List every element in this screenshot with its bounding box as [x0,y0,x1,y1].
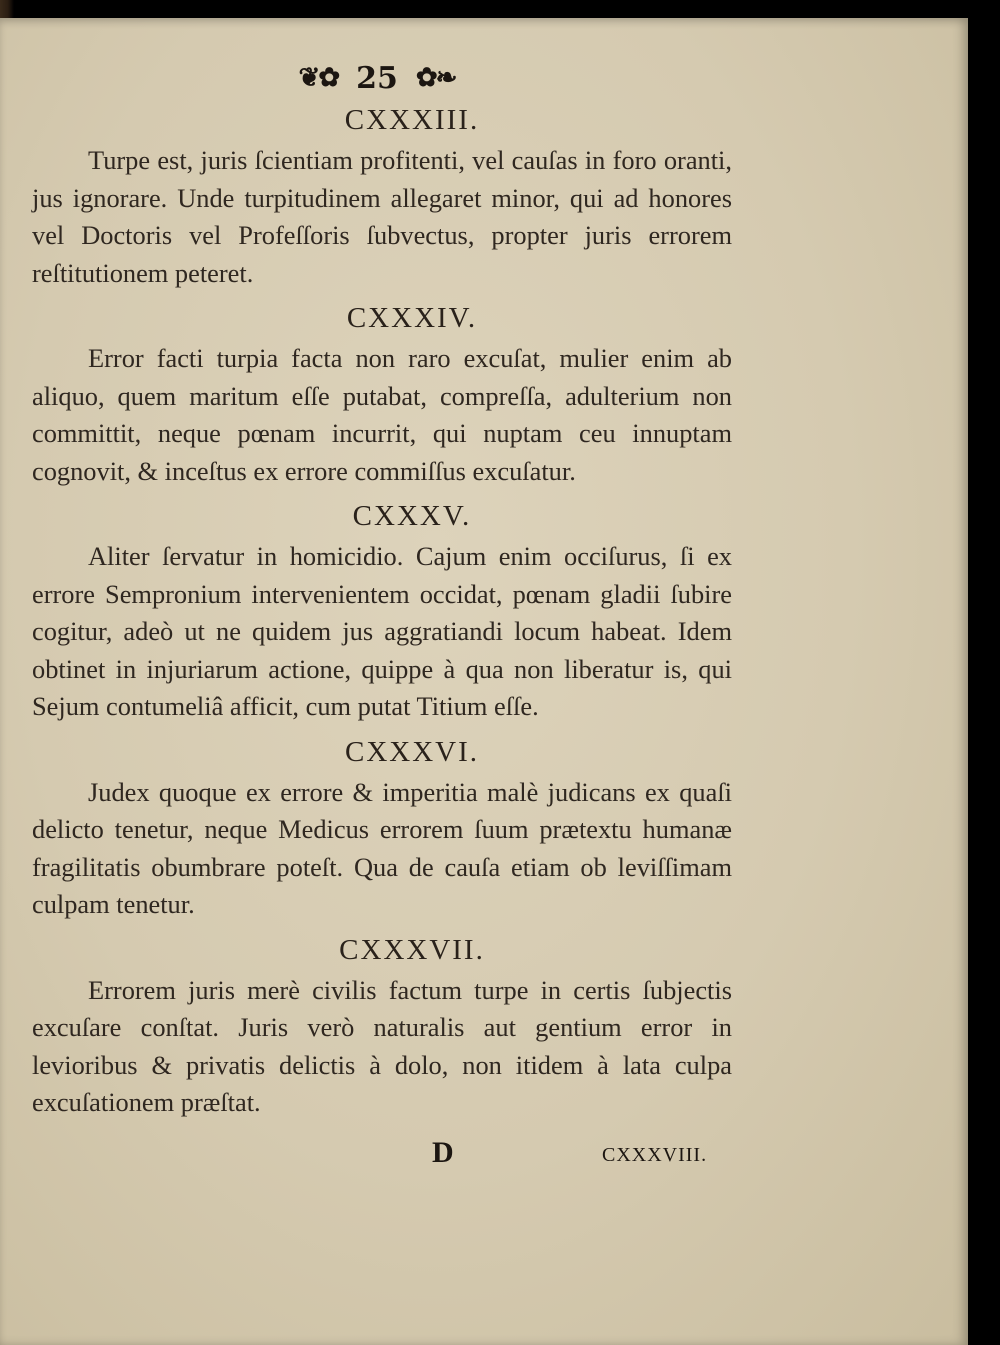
section [32,732,732,924]
section-heading: CXXXVII. [339,933,485,966]
section-heading: CXXXIV. [346,302,478,334]
section-paragraph: Error facti turpia facta non raro excuſat, mulier enim ab aliquo, quem maritum eſſe putabat, compreſſa, adulterium non committit, neque pœnam incurrit, qui nuptam ceu innuptam cognovit, & inceſtus ex errore commiſſus excuſatur. [32,343,732,486]
section [32,100,732,292]
page-number: 25 [356,60,398,96]
section-heading: CXXXVI. [344,735,480,768]
section [32,930,732,1122]
section-paragraph: Judex quoque ex errore & imperitia malè judicans ex quaſi delicto tenetur, neque Medicus errorem ſuum prætextu humanæ fragilitatis obumbrare poteſt. Qua de cauſa etiam ob leviſſimam culpam tenetur. [32,776,732,919]
catchword: CXXXVIII. [602,1144,708,1166]
page-body [32,96,732,1128]
right-fleuron-ornament: ✿❧ [415,63,456,93]
section-paragraph: Aliter ſervatur in homicidio. Cajum enim occiſurus, ſi ex errore Sempronium intervenientem occidat, pœnam gladii ſubire cogitur, adeò ut ne quidem jus aggratiandi locum habeat. Idem obtinet in injuriarum actione, quippe à qua non liberatur is, qui Sejum contumeliâ afficit, cum putat Titium eſſe. [32,541,732,721]
book-page [0,18,968,1345]
page-footer [0,1136,968,1176]
left-fleuron-ornament: ❦✿ [298,63,339,93]
section [32,298,732,490]
section-heading: CXXXV. [352,500,472,532]
page-header [262,58,492,98]
section-heading: CXXXIII. [344,104,480,136]
section-paragraph: Errorem juris merè civilis factum turpe in certis ſubjectis excuſare conſtat. Juris verò naturalis aut gentium error in levioribus & privatis delictis à dolo, non itidem à lata culpa excuſationem præſtat. [32,974,732,1117]
signature-mark: D [432,1136,454,1169]
section-paragraph: Turpe est, juris ſcientiam profitenti, vel cauſas in foro oranti, jus ignorare. Unde turpitudinem allegaret minor, qui ad honores vel Doctoris vel Profeſſoris ſubvectus, propter juris errorem reſtitutionem peteret. [32,145,732,288]
section [32,496,732,726]
